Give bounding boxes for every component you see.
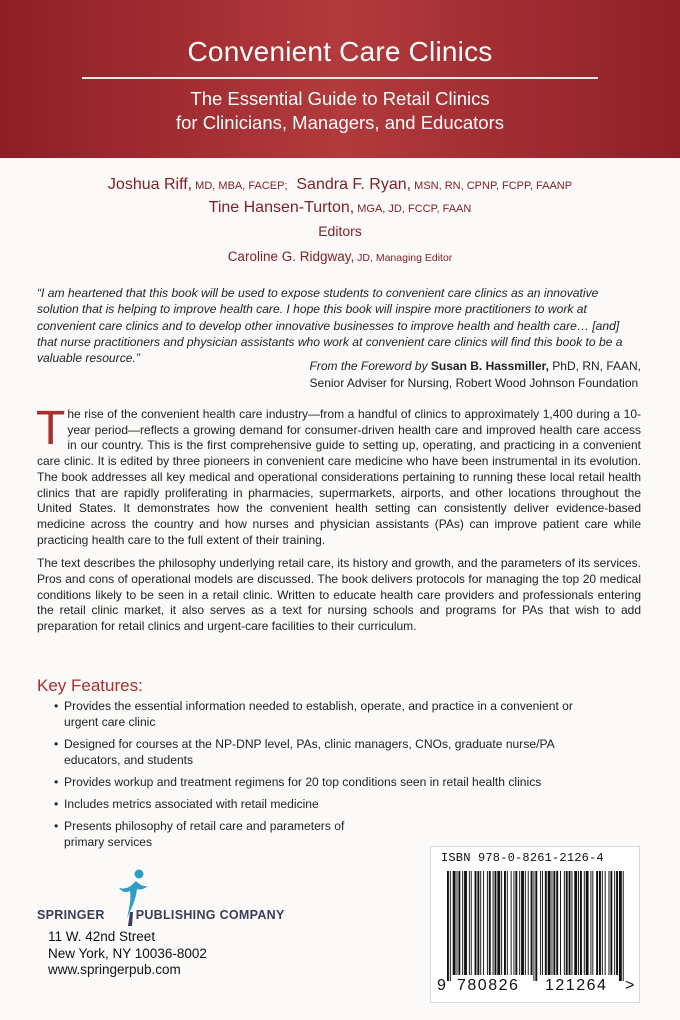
editor-1-name: Joshua Riff,	[107, 176, 193, 193]
barcode-bar	[489, 871, 491, 975]
barcode-bar	[571, 871, 572, 975]
barcode-bar	[574, 871, 577, 975]
barcode-bar	[483, 871, 484, 975]
barcode-bar	[599, 871, 601, 975]
barcode-bar	[614, 871, 615, 975]
isbn-barcode	[430, 846, 640, 1003]
attribution-source	[310, 358, 641, 392]
publisher-block	[37, 868, 317, 928]
barcode-bar	[564, 871, 565, 975]
barcode-bar	[497, 871, 500, 975]
key-feature-item: • Includes metrics associated with retail medicine	[54, 796, 594, 812]
foreword-quote: “I am heartened that this book will be used to expose students to convenient care clinics as an innovative solution that is helping to improve health care. I hope this book will inspire more practitioners to work at convenient care clinics and to develop other innovative businesses to improve health and health care… [and] that nurse practitioners and physician assistants who work at convenient care clinics will find this book to be a valuable resource.”	[37, 286, 623, 366]
barcode-bar	[495, 871, 497, 975]
barcode-bar	[605, 871, 606, 975]
barcode-bar	[556, 871, 558, 975]
publisher-address	[48, 929, 207, 979]
barcode-bar	[586, 871, 589, 975]
barcode-bar	[590, 871, 591, 975]
barcode-bar	[528, 871, 529, 975]
key-feature-item: • Designed for courses at the NP-DNP level, PAs, clinic managers, CNOs, graduate nurse/PA educators, and students	[54, 736, 594, 768]
description-paragraph-2: The text describes the philosophy underlying retail care, its history and growth, and the parameters of its services. Pros and cons of operational models are discussed. The book delivers protocols for managing the top 20 medical conditions likely to be seen in a retail clinic. Written to educate health care providers and professionals entering the retail clinic market, it also serves as a text for nursing schools and programs for PAs that wish to add preparation for retail clinics and urgent-care facilities to their curriculum.	[37, 556, 641, 634]
attribution-name: Susan B. Hassmiller,	[430, 359, 549, 373]
barcode-bar	[566, 871, 568, 975]
barcode-bar	[609, 871, 610, 975]
editor-1-credentials: MD, MBA, FACEP;	[192, 180, 288, 192]
editors-label: Editors	[318, 223, 362, 239]
ean-group-2: 121264	[545, 977, 608, 994]
barcode-bar	[610, 871, 612, 975]
editors-block	[0, 174, 680, 267]
description-paragraph-1	[36, 402, 641, 548]
barcode-bar	[453, 871, 456, 975]
barcode-bar	[515, 871, 517, 975]
barcode-bar	[450, 871, 451, 981]
book-description	[36, 402, 641, 643]
barcode-bar	[592, 871, 593, 975]
editors-row-1	[0, 174, 680, 197]
barcode-bar	[580, 871, 582, 975]
logo-word-publishing: PUBLISHING COMPANY	[135, 908, 285, 922]
attribution-credentials: PhD, RN, FAAN,	[548, 359, 641, 373]
barcode-bar	[504, 871, 506, 975]
barcode-bar	[511, 871, 512, 975]
logo-word-springer: SPRINGER	[37, 908, 105, 922]
barcode-bar	[552, 871, 553, 975]
barcode-bar	[457, 871, 458, 975]
barcode-bars	[445, 871, 627, 981]
cover-header	[0, 0, 680, 158]
barcode-bar	[480, 871, 481, 975]
subtitle-line-1: The Essential Guide to Retail Clinics	[190, 88, 490, 109]
managing-editor-row	[0, 248, 680, 267]
paragraph-1-text: he rise of the convenient health care industry—from a handful of clinics to approximately 1,400 during a 10-year period—reflects a growing demand for consumer-driven health care and improved health care access in our country. This is the first comprehensive guide to setting up, operating, and practicing in a convenient care clinic. It is edited by three pioneers in convenient care medicine who have been instrumental in its evolution. The book addresses all key medical and operational considerations pertaining to running these local retail health clinics that are rapidly proliferating in pharmacies, supermarkets, airports, and other locations throughout the United States. It demonstrates how the convenient health setting can consistently deliver evidence-based medicine across the country and how nurses and physician assistants (PAs) can improve patient care while practicing health care to the full extent of their training.	[37, 407, 641, 547]
barcode-bar	[533, 871, 534, 981]
barcode-bar	[464, 871, 467, 975]
publisher-logo	[37, 868, 317, 928]
editor-2-credentials: MSN, RN, CPNP, FCPP, FAANP	[411, 180, 573, 192]
barcode-bar	[569, 871, 571, 975]
attribution-line-1	[310, 358, 641, 375]
barcode-bar	[548, 871, 551, 975]
barcode-bar	[596, 871, 598, 975]
barcode-bar	[545, 871, 547, 975]
barcode-bar	[602, 871, 603, 975]
barcode-bar	[525, 871, 526, 975]
barcode-bar	[542, 871, 543, 975]
barcode-bar	[619, 871, 622, 981]
barcode-bar	[578, 871, 579, 975]
barcode-bar	[501, 871, 502, 975]
barcode-bar	[584, 871, 585, 975]
managing-editor-name: Caroline G. Ridgway,	[227, 249, 355, 264]
barcode-bar	[540, 871, 541, 975]
address-line-1: 11 W. 42nd Street	[48, 929, 156, 944]
barcode-bar	[535, 871, 537, 981]
attribution-role: Senior Adviser for Nursing, Robert Wood Johnson Foundation	[309, 376, 639, 390]
barcode-bar	[514, 871, 515, 975]
barcode-bar	[507, 871, 508, 975]
key-features-list	[54, 698, 594, 856]
barcode-bar	[553, 871, 555, 975]
barcode-bar	[458, 871, 460, 975]
key-feature-item: • Presents philosophy of retail care and parameters of primary services	[54, 818, 354, 850]
barcode-bar	[462, 871, 463, 975]
book-title: Convenient Care Clinics	[187, 36, 493, 67]
attribution-prefix: From the Foreword by	[309, 359, 431, 373]
address-line-2: New York, NY 10036-8002	[48, 945, 207, 961]
ean-lead-digit: 9	[437, 977, 446, 994]
book-subtitle	[0, 87, 680, 135]
editor-3-credentials: MGA, JD, FCCP, FAAN	[354, 203, 472, 215]
barcode-bar	[477, 871, 479, 975]
barcode-bar	[475, 871, 477, 975]
drop-cap: T	[36, 402, 66, 455]
barcode-bar	[521, 871, 524, 975]
barcode-bar	[447, 871, 449, 981]
quote-attribution	[240, 358, 660, 392]
key-features-heading: Key Features:	[37, 676, 143, 695]
barcode-bar	[623, 871, 624, 981]
editor-3-name: Tine Hansen-Turton,	[208, 199, 355, 216]
title-divider	[82, 77, 598, 79]
publisher-website: www.springerpub.com	[48, 962, 181, 977]
barcode-bar	[560, 871, 561, 975]
isbn-label: ISBN 978-0-8261-2126-4	[441, 851, 604, 865]
managing-editor-credentials: JD, Managing Editor	[354, 252, 453, 264]
editor-2-name: Sandra F. Ryan,	[296, 176, 412, 193]
ean-quiet-mark: >	[625, 977, 635, 994]
barcode-bar	[487, 871, 488, 975]
key-feature-item: • Provides the essential information needed to establish, operate, and practice in a convenient or urgent care clinic	[54, 698, 594, 730]
barcode-bar	[469, 871, 470, 975]
barcode-bar	[471, 871, 472, 975]
ean-group-1: 780826	[457, 977, 520, 994]
barcode-bar	[519, 871, 520, 975]
key-feature-item: • Provides workup and treatment regimens for 20 top conditions seen in retail health clinics	[54, 774, 594, 790]
barcode-bar	[616, 871, 618, 975]
barcode-bar	[531, 871, 533, 975]
subtitle-line-2: for Clinicians, Managers, and Educators	[175, 112, 505, 133]
editors-row-2	[0, 197, 680, 220]
barcode-bar	[493, 871, 494, 975]
publisher-wordmark	[37, 908, 285, 922]
